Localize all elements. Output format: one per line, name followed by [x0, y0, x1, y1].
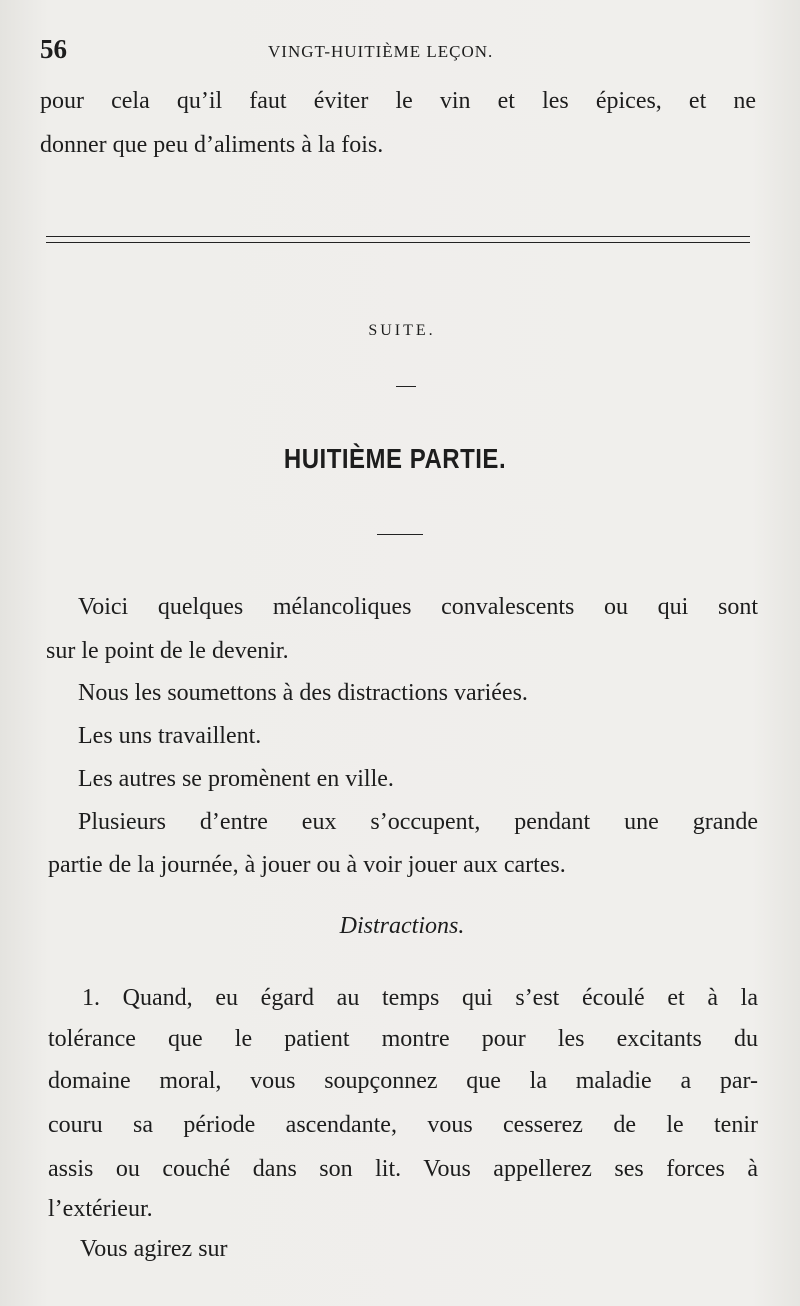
suite-label: SUITE. [368, 322, 436, 339]
text-line: Vous agirez sur [80, 1236, 228, 1262]
text-line: assis ou couché dans son lit. Vous appellerez ses forces à [48, 1156, 758, 1182]
running-head: VINGT-HUITIÈME LEÇON. [268, 42, 494, 61]
text-line: Voici quelques mélancoliques convalescents ou qui sont [78, 594, 758, 620]
subheading: Distractions. [339, 913, 465, 939]
text-line: 1. Quand, eu égard au temps qui s’est écoulé et à la [82, 985, 758, 1011]
text-line: l’extérieur. [48, 1196, 153, 1222]
text-line: Les autres se promènent en ville. [78, 766, 394, 792]
page-number: 56 [40, 34, 67, 64]
text-line: donner que peu d’aliments à la fois. [40, 132, 384, 158]
text-line: Plusieurs d’entre eux s’occupent, pendant une grande [78, 809, 758, 835]
text-line: Nous les soumettons à des distractions variées. [78, 680, 528, 706]
text-line: Les uns travaillent. [78, 723, 262, 749]
section-rule-double-bottom [46, 242, 750, 243]
text-line: sur le point de le devenir. [46, 638, 289, 664]
text-line: couru sa période ascendante, vous cesserez de le tenir [48, 1112, 758, 1138]
part-title: HUITIÈME PARTIE. [283, 443, 507, 475]
text-line: domaine moral, vous soupçonnez que la maladie a par- [48, 1068, 758, 1094]
short-divider [396, 386, 416, 387]
section-rule-double-top [46, 236, 750, 237]
page-header [38, 34, 758, 66]
text-line: pour cela qu’il faut éviter le vin et les épices, et ne [40, 88, 756, 114]
short-divider [377, 534, 423, 535]
text-line: partie de la journée, à jouer ou à voir jouer aux cartes. [48, 852, 566, 878]
text-line: tolérance que le patient montre pour les excitants du [48, 1026, 758, 1052]
